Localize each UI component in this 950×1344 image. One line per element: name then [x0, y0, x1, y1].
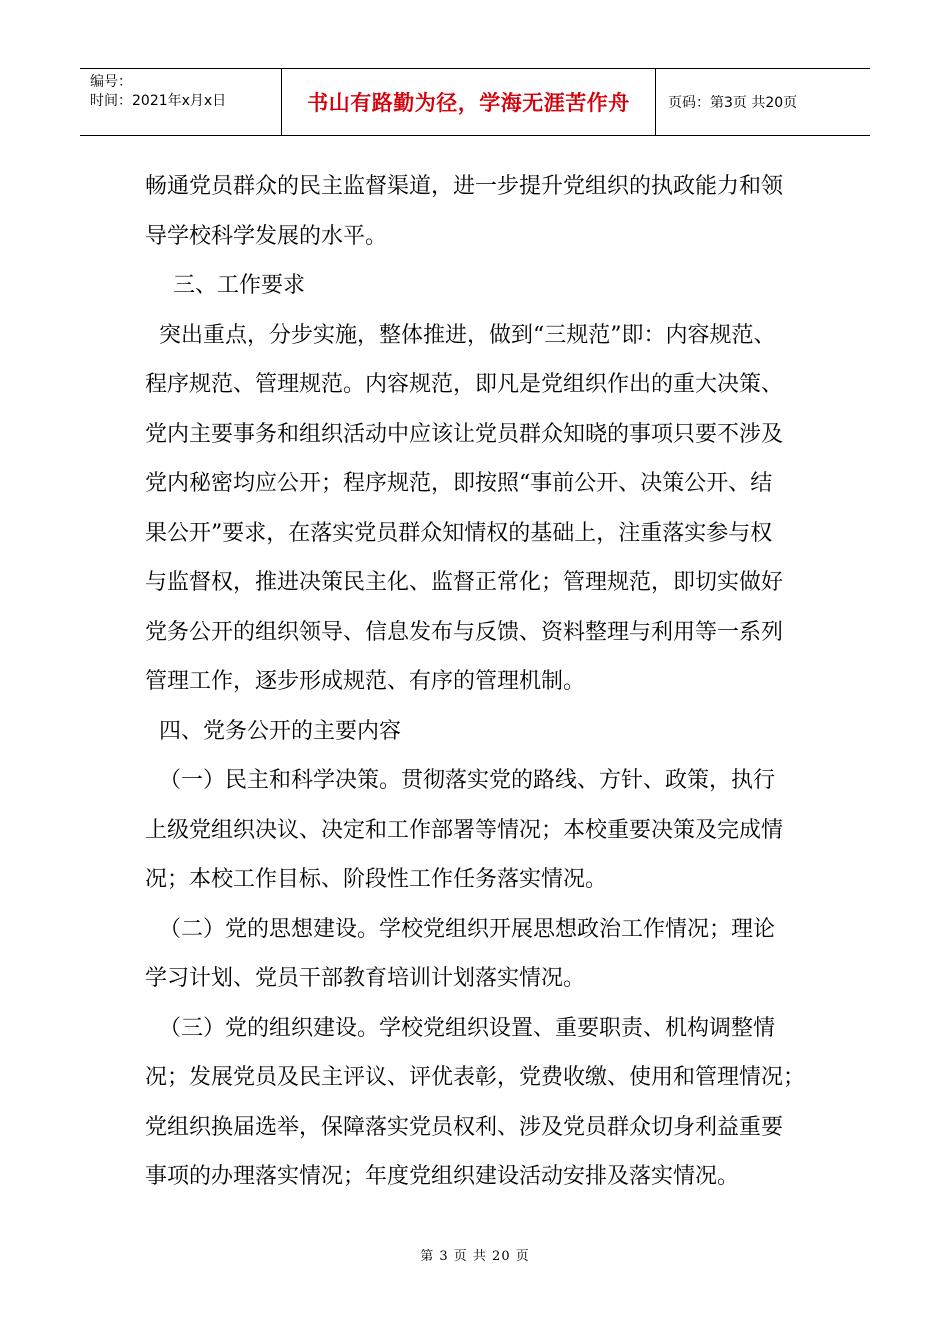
body-line: 畅通党员群众的民主监督渠道，进一步提升党组织的执政能力和领 — [145, 174, 784, 199]
body-line: 党务公开的组织领导、信息发布与反馈、资料整理与利用等一系列 — [145, 619, 784, 645]
body-line: 党内主要事务和组织活动中应该让党员群众知晓的事项只要不涉及 — [145, 421, 784, 447]
body-line: 况；发展党员及民主评议、评优表彰，党费收缴、使用和管理情况； — [145, 1065, 806, 1090]
header-page-info: 页码：第3页 共20页 — [668, 95, 798, 111]
section-heading: 三、工作要求 — [145, 273, 305, 298]
body-line: 事项的办理落实情况；年度党组织建设活动安排及落实情况。 — [145, 1164, 740, 1189]
body-line: 况；本校工作目标、阶段性工作任务落实情况。 — [145, 867, 608, 892]
body-line: 学习计划、党员干部教育培训计划落实情况。 — [145, 966, 586, 991]
body-line: （一）民主和科学决策。贯彻落实党的路线、方针、政策，执行 — [145, 768, 775, 793]
body-line: 与监督权，推进决策民主化、监督正常化；管理规范，即切实做好 — [145, 570, 784, 595]
header-meta — [80, 69, 282, 135]
document-body — [145, 162, 825, 1202]
body-line: 党内秘密均应公开；程序规范，即按照“事前公开、决策公开、结 — [145, 471, 773, 496]
body-line: 突出重点，分步实施，整体推进，做到“三规范”即：内容规范、 — [145, 322, 776, 348]
section-heading: 四、党务公开的主要内容 — [145, 718, 401, 744]
document-date: 时间：2021年x月x日 — [90, 93, 227, 109]
body-line: 管理工作，逐步形成规范、有序的管理机制。 — [145, 669, 586, 694]
document-number-label: 编号： — [90, 74, 132, 90]
page-footer: 第 3 页 共 20 页 — [420, 1249, 530, 1264]
header-motto: 书山有路勤为径，学海无涯苦作舟 — [282, 69, 656, 135]
body-line: 党组织换届选举，保障落实党员权利、涉及党员群众切身利益重要 — [145, 1114, 784, 1140]
body-line: （三）党的组织建设。学校党组织设置、重要职责、机构调整情 — [145, 1015, 775, 1041]
page-header — [80, 68, 870, 136]
body-line: 上级党组织决议、决定和工作部署等情况；本校重要决策及完成情 — [145, 817, 784, 843]
body-line: 程序规范、管理规范。内容规范，即凡是党组织作出的重大决策、 — [145, 372, 784, 397]
body-line: 导学校科学发展的水平。 — [145, 223, 388, 249]
body-line: （二）党的思想建设。学校党组织开展思想政治工作情况；理论 — [145, 916, 775, 942]
body-line: 果公开”要求，在落实党员群众知情权的基础上，注重落实参与权 — [145, 520, 773, 546]
